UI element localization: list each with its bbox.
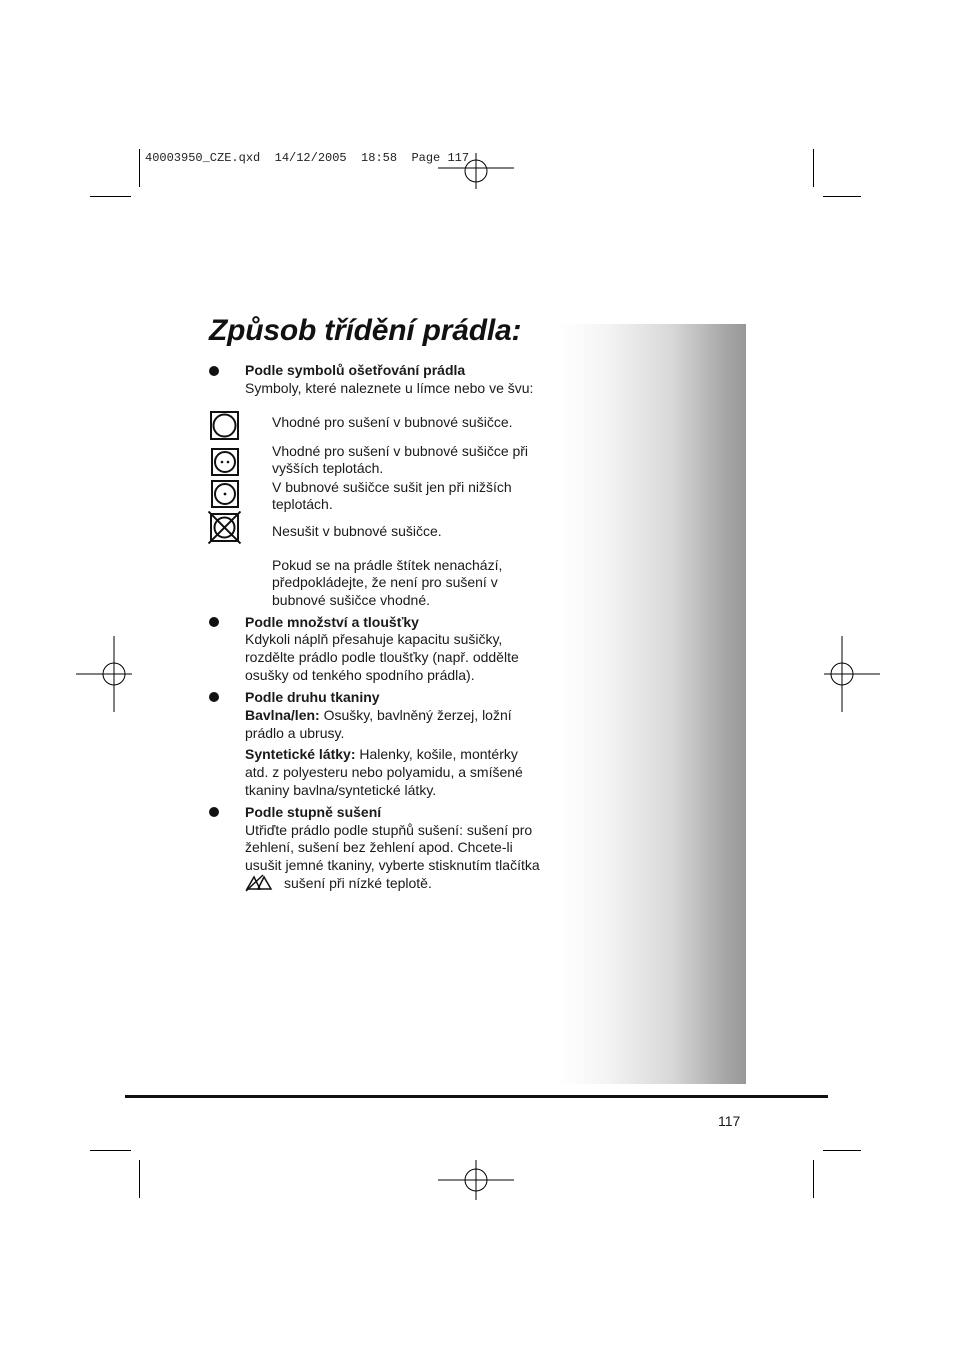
tumble-dry-high-icon <box>211 448 239 476</box>
body-line: osušky od tenkého spodního prádla). <box>245 667 475 683</box>
body-line: žehlení, sušení bez žehlení apod. Chcete-li <box>245 839 513 855</box>
note-line: předpokládejte, že není pro sušení v <box>272 574 498 590</box>
fabric-text: Halenky, košile, montérky <box>355 746 518 762</box>
registration-mark-right <box>804 636 880 712</box>
registration-mark-top <box>438 133 514 209</box>
symbol-desc: V bubnové sušičce sušit jen při nižších <box>272 479 512 495</box>
bullet-icon <box>209 807 219 817</box>
crop-mark <box>90 1150 131 1151</box>
page-number: 117 <box>718 1113 741 1129</box>
body-line: Utřiďte prádlo podle stupňů sušení: sušení pro <box>245 822 533 838</box>
bullet-icon <box>209 617 219 627</box>
crop-mark <box>139 149 140 187</box>
symbol-desc: vyšších teplotách. <box>272 460 384 476</box>
fabric-label-synthetic: Syntetické látky: <box>245 746 356 762</box>
registration-mark-left <box>76 636 152 712</box>
tumble-dry-low-icon <box>211 480 239 508</box>
bullet-icon <box>209 692 219 702</box>
section-heading-fabric: Podle druhu tkaniny <box>245 689 380 705</box>
crop-mark <box>813 149 814 187</box>
section-heading-symbols: Podle symbolů ošetřování prádla <box>245 362 466 378</box>
page-title: Způsob třídění prádla: <box>209 314 522 347</box>
body-line: prádlo a ubrusy. <box>245 725 345 741</box>
tumble-dry-icon <box>210 411 239 440</box>
body-line: tkaniny bavlna/syntetické látky. <box>245 782 437 798</box>
footer-rule <box>125 1095 828 1098</box>
body-line: atd. z polyesteru nebo polyamidu, a smíšené <box>245 764 523 780</box>
symbol-desc: Vhodné pro sušení v bubnové sušičce při <box>272 443 529 459</box>
delicate-low-temp-icon <box>245 874 273 892</box>
body-line <box>245 746 518 764</box>
bullet-icon <box>209 366 219 376</box>
print-slug: 40003950_CZE.qxd 14/12/2005 18:58 Page 117 <box>145 151 470 165</box>
crop-mark <box>823 1150 861 1151</box>
registration-mark-bottom <box>438 1142 514 1218</box>
body-line: Kdykoli náplň přesahuje kapacitu sušičky, <box>245 631 503 647</box>
fabric-label-cotton: Bavlna/len: <box>245 707 320 723</box>
crop-mark <box>823 196 861 197</box>
crop-mark <box>139 1160 140 1198</box>
body-line <box>245 707 512 725</box>
crop-mark <box>813 1160 814 1198</box>
section-intro: Symboly, které naleznete u límce nebo ve švu: <box>245 380 534 396</box>
body-line: rozdělte prádlo podle tloušťky (např. oddělte <box>245 649 519 665</box>
note-line: bubnové sušičce vhodné. <box>272 592 430 608</box>
body-line: sušení při nízké teplotě. <box>284 875 432 891</box>
body-line: usušit jemné tkaniny, vyberte stisknutím tlačítka <box>245 857 540 873</box>
do-not-tumble-dry-icon <box>208 511 241 544</box>
fabric-text: Osušky, bavlněný žerzej, ložní <box>319 707 512 723</box>
crop-mark <box>90 196 131 197</box>
symbol-desc: teplotách. <box>272 496 333 512</box>
symbol-desc: Vhodné pro sušení v bubnové sušičce. <box>272 414 513 430</box>
note-line: Pokud se na prádle štítek nenachází, <box>272 557 503 573</box>
symbol-desc: Nesušit v bubnové sušičce. <box>272 523 442 539</box>
section-heading-quantity: Podle množství a tloušťky <box>245 614 419 630</box>
gradient-side-panel <box>560 324 746 1084</box>
section-heading-dryness: Podle stupně sušení <box>245 804 382 820</box>
